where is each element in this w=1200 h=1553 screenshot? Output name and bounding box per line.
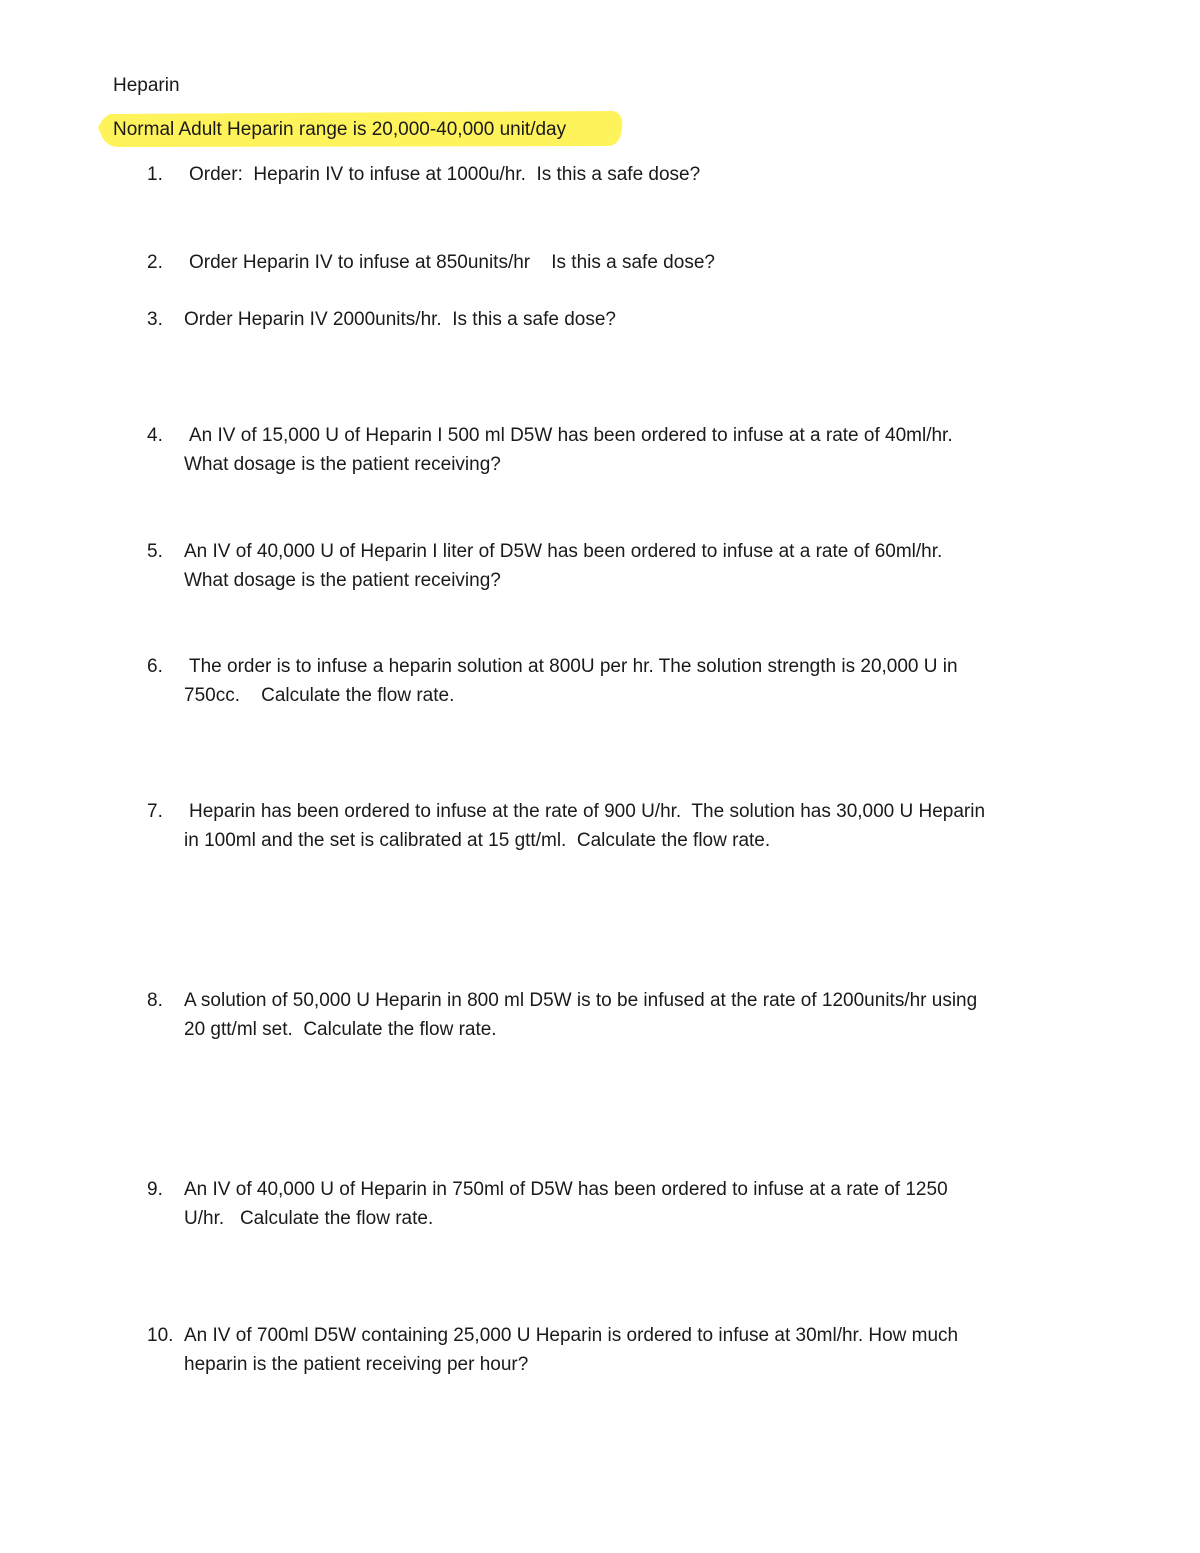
question-number: 3. (147, 309, 163, 330)
question-text-line2: U/hr. Calculate the flow rate. (184, 1208, 434, 1229)
document-title: Heparin (113, 75, 180, 96)
question-text-line2: 750cc. Calculate the flow rate. (184, 685, 455, 706)
question-item-8 (147, 986, 1047, 1044)
question-item-5 (147, 537, 1047, 595)
heparin-range-note: Normal Adult Heparin range is 20,000-40,000 unit/day (113, 119, 567, 140)
question-text-line1: Order Heparin IV 2000units/hr. Is this a safe dose? (184, 309, 616, 330)
question-text-line1: Order: Heparin IV to infuse at 1000u/hr. Is this a safe dose? (189, 164, 701, 185)
question-number: 7. (147, 801, 163, 822)
question-item-9 (147, 1175, 1047, 1233)
question-item-6 (147, 652, 1047, 710)
question-text-line2: heparin is the patient receiving per hour? (184, 1354, 529, 1375)
question-text-line1: An IV of 700ml D5W containing 25,000 U Heparin is ordered to infuse at 30ml/hr. How much (184, 1325, 959, 1346)
question-item-1 (147, 160, 1047, 189)
question-text-line1: An IV of 40,000 U of Heparin I liter of D5W has been ordered to infuse at a rate of 60ml/hr. (184, 541, 943, 562)
question-number: 9. (147, 1179, 163, 1200)
question-text-line1: An IV of 15,000 U of Heparin I 500 ml D5W has been ordered to infuse at a rate of 40ml/hr. (189, 425, 953, 446)
question-number: 2. (147, 252, 163, 273)
question-item-3 (147, 305, 1047, 334)
question-text-line2: What dosage is the patient receiving? (184, 570, 501, 591)
question-text-line1: A solution of 50,000 U Heparin in 800 ml D5W is to be infused at the rate of 1200units/hr using (184, 990, 978, 1011)
question-text-line2: 20 gtt/ml set. Calculate the flow rate. (184, 1019, 497, 1040)
question-number: 8. (147, 990, 163, 1011)
question-text-line2: in 100ml and the set is calibrated at 15 gtt/ml. Calculate the flow rate. (184, 830, 771, 851)
question-number: 6. (147, 656, 163, 677)
question-text-line1: Order Heparin IV to infuse at 850units/hr Is this a safe dose? (189, 252, 715, 273)
highlighted-note (98, 110, 624, 148)
question-number: 4. (147, 425, 163, 446)
question-number: 5. (147, 541, 163, 562)
question-text-line1: The order is to infuse a heparin solution at 800U per hr. The solution strength is 20,000 U in (189, 656, 958, 677)
question-item-4 (147, 421, 1047, 479)
question-item-7 (147, 797, 1047, 855)
question-item-10 (147, 1321, 1047, 1379)
question-number: 10. (147, 1325, 174, 1346)
question-text-line1: Heparin has been ordered to infuse at the rate of 900 U/hr. The solution has 30,000 U Heparin (189, 801, 986, 822)
question-item-2 (147, 248, 1047, 277)
question-text-line1: An IV of 40,000 U of Heparin in 750ml of D5W has been ordered to infuse at a rate of 1250 (184, 1179, 948, 1200)
question-text-line2: What dosage is the patient receiving? (184, 454, 501, 475)
question-number: 1. (147, 164, 163, 185)
